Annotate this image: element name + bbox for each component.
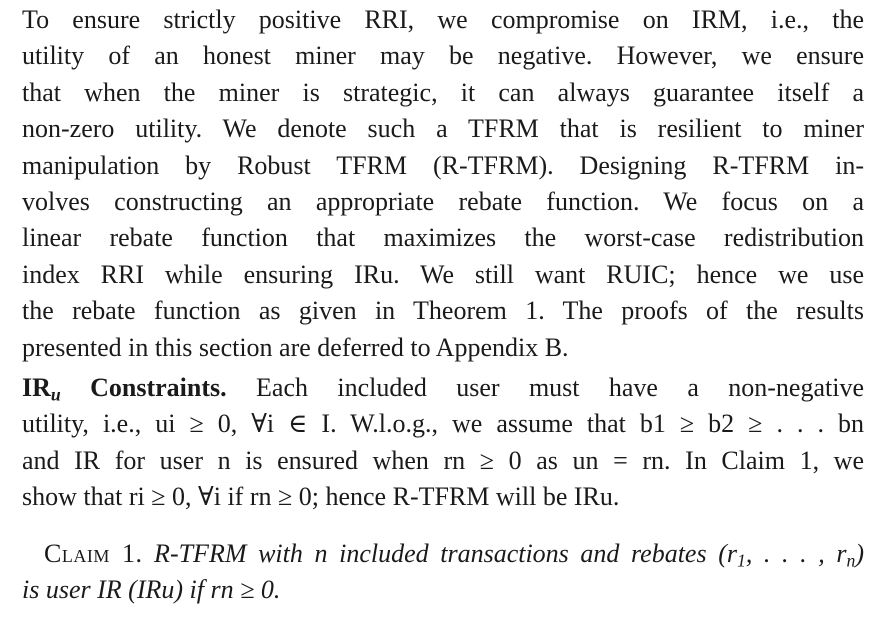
- text-line-with-heading: $IR_u$ Constraints. Each included user must have a non-negative: [22, 373, 864, 405]
- text-line: that when the miner is strategic, it can always guarantee itself a: [22, 77, 864, 107]
- text-line: and IR for user n is ensured when rn ≥ 0 as un = rn. In Claim 1, we: [22, 445, 864, 475]
- paper-page: [22, 2, 864, 609]
- text-line: presented in this section are deferred to Appendix B.: [22, 332, 569, 362]
- text-line: index RRI while ensuring IRu. We still want RUIC; hence we use: [22, 259, 864, 289]
- text-line: utility of an honest miner may be negative. However, we ensure: [22, 41, 864, 71]
- text-line: utility, i.e., ui ≥ 0, ∀i ∈ I. W.l.o.g., we assume that b1 ≥ b2 ≥ . . . bn: [22, 409, 864, 439]
- claim-block: [22, 536, 864, 609]
- text-line: volves constructing an appropriate rebate function. We focus on a: [22, 187, 864, 217]
- text-line: manipulation by Robust TFRM (R-TFRM). Designing R-TFRM in-: [22, 150, 864, 180]
- text-line: linear rebate function that maximizes the worst-case redistribution: [22, 223, 864, 253]
- paragraph-iru-constraints: [22, 370, 864, 516]
- claim-line: Claim 1. R-TFRM with n included transactions and rebates ($r_1$, . . . , $r_n$): [44, 538, 865, 571]
- paragraph-ir-compromise: [22, 2, 864, 366]
- claim-label: Claim 1.: [44, 538, 143, 568]
- text-line: show that ri ≥ 0, ∀i if rn ≥ 0; hence R-TFRM will be IRu.: [22, 482, 620, 512]
- section-heading: $IR_u$ Constraints.: [22, 373, 227, 405]
- text-line: the rebate function as given in Theorem 1. The proofs of the results: [22, 296, 864, 326]
- text-line: non-zero utility. We denote such a TFRM that is resilient to miner: [22, 114, 864, 144]
- claim-line: is user IR (IRu) if rn ≥ 0.: [22, 575, 281, 605]
- text-line: To ensure strictly positive RRI, we compromise on IRM, i.e., the: [22, 5, 864, 34]
